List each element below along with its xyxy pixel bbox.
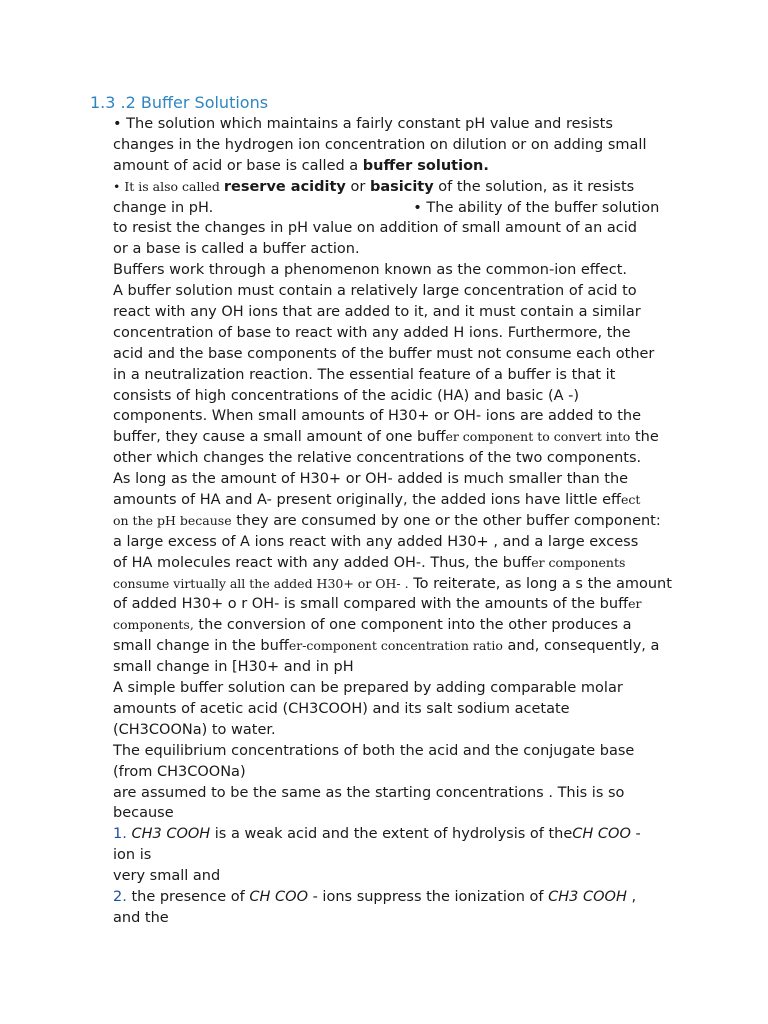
text-line: • The solution which maintains a fairly constant pH value and resists xyxy=(113,116,613,132)
text-line: are assumed to be the same as the starting concentrations . This is so xyxy=(113,784,625,801)
text-line: consume virtually all the added H30+ or OH- . To reiterate, as long a s the amount xyxy=(113,575,672,592)
text-line: change in pH. • The ability of the buffer solution xyxy=(113,199,660,216)
text-line: amounts of acetic acid (CH3COOH) and its salt sodium acetate xyxy=(113,700,570,717)
text-line: (from CH3COONa) xyxy=(113,763,246,780)
text-line: a large excess of A ions react with any added H30+ , and a large excess xyxy=(113,533,639,550)
document-body xyxy=(113,114,679,929)
text-line: amount of acid or base is called a buffer solution. xyxy=(113,157,489,174)
text-line: • It is also called reserve acidity or basicity of the solution, as it resists xyxy=(113,178,635,195)
text-line: of added H30+ o r OH- is small compared with the amounts of the buffer xyxy=(113,596,642,613)
text-line: amounts of HA and A- present originally, the added ions have little effect xyxy=(113,492,641,509)
text-line: buffer, they cause a small amount of one buffer component to convert into the xyxy=(113,429,659,446)
text-line: consists of high concentrations of the acidic (HA) and basic (A -) xyxy=(113,387,580,404)
list-number: 2. xyxy=(113,888,127,905)
text-line: ion is xyxy=(113,847,152,864)
bold-term: reserve acidity xyxy=(223,178,346,195)
text-line: acid and the base components of the buffer must not consume each other xyxy=(113,345,655,362)
text-line: of HA molecules react with any added OH-. Thus, the buffer components xyxy=(113,554,626,571)
bold-term: basicity xyxy=(369,178,434,195)
text-line: components. When small amounts of H30+ or OH- ions are added to the xyxy=(113,408,641,425)
text-line: to resist the changes in pH value on addition of small amount of an acid xyxy=(113,220,637,237)
text-line: components, the conversion of one component into the other produces a xyxy=(113,617,632,634)
text-line: because xyxy=(113,805,174,822)
text-line: A simple buffer solution can be prepared by adding comparable molar xyxy=(113,680,623,697)
text-line: react with any OH ions that are added to it, and it must contain a similar xyxy=(113,304,641,321)
text-line: changes in the hydrogen ion concentration on dilution or on adding small xyxy=(113,136,647,153)
text-line: concentration of base to react with any added H ions. Furthermore, the xyxy=(113,324,631,341)
list-number: 1. xyxy=(113,826,127,843)
section-heading: 1.3 .2 Buffer Solutions xyxy=(90,93,269,112)
list-item: 2. the presence of CH COO - ions suppress the ionization of CH3 COOH , xyxy=(113,888,637,905)
text-line: or a base is called a buffer action. xyxy=(113,241,360,258)
text-line: The equilibrium concentrations of both the acid and the conjugate base xyxy=(113,742,635,759)
list-item: 1. CH3 COOH is a weak acid and the extent of hydrolysis of theCH COO - xyxy=(113,826,641,843)
text-line: very small and xyxy=(113,868,221,885)
text-line: Buffers work through a phenomenon known as the common-ion effect. xyxy=(113,262,627,279)
text-line: A buffer solution must contain a relatively large concentration of acid to xyxy=(113,283,637,300)
text-line: in a neutralization reaction. The essential feature of a buffer is that it xyxy=(113,366,616,383)
text-line: small change in the buffer-component concentration ratio and, consequently, a xyxy=(113,638,660,655)
text-line: other which changes the relative concentrations of the two components. xyxy=(113,450,642,467)
text-line: (CH3COONa) to water. xyxy=(113,721,276,738)
bold-term: buffer solution. xyxy=(362,157,489,174)
text-line: small change in [H30+ and in pH xyxy=(113,659,354,676)
text-line: As long as the amount of H30+ or OH- added is much smaller than the xyxy=(113,471,629,488)
text-line: and the xyxy=(113,909,169,926)
text-line: on the pH because they are consumed by one or the other buffer component: xyxy=(113,512,661,529)
